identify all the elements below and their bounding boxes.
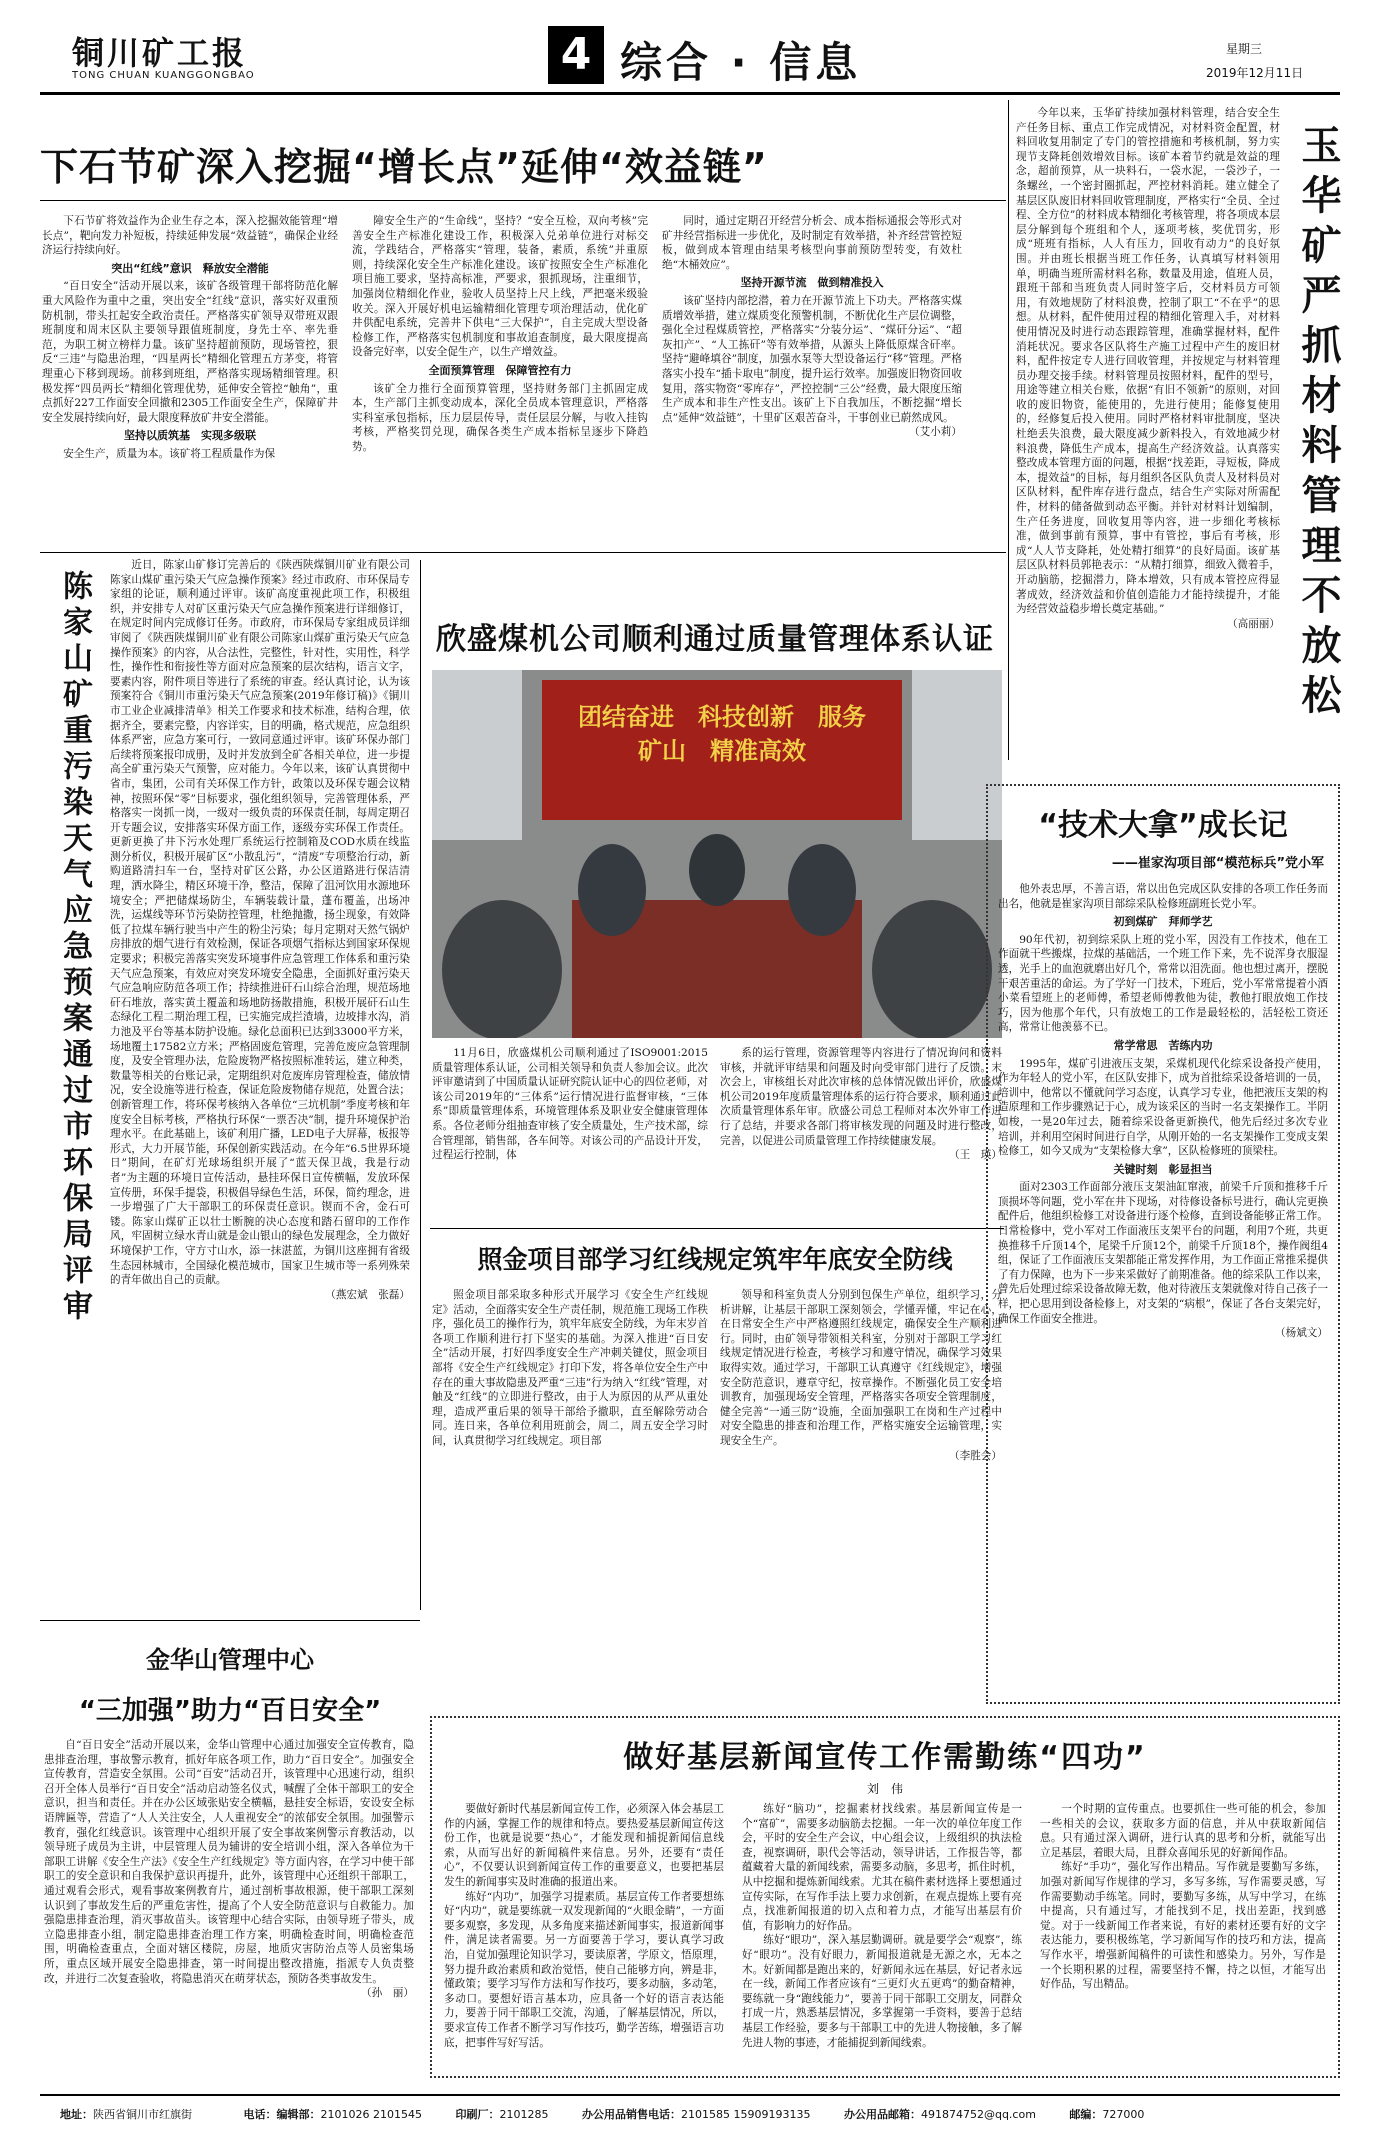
- headline-jinhuashan: 金华山管理中心: [146, 1646, 314, 1674]
- footer-zip-label: 邮编：: [1069, 2108, 1103, 2121]
- a1-body5: 该矿坚持内部挖潜，着力在开源节流上下功夫。严格落实煤质增效举措，建立煤质变化预警机制，不断优化生产层位调整，强化全过程煤质管控，严格落实“分装分运”、“煤矸分运”、“超灰扣产”、“人工拣矸”等有效举措，从源头上降低原煤含矸率。坚持“避峰填谷”制度，加强水泵等大型设备运行“移”管理。严格落实小投车“插卡取电”制度，提升运行效率。加强废旧物资回收复用，落实物资“零库存”，严控控制“三公”经费，最大限度压缩生产成本和非生产性支出。该矿上下自我加压，不断挖掘“增长点”延伸“效益链”，十里矿区艰苦奋斗，干事创业已蔚然成风。: [662, 294, 962, 424]
- issue-date: 2019年12月11日: [1206, 66, 1304, 80]
- headline-xiashijie: 下石节矿深入挖掘“增长点”延伸“效益链”: [40, 145, 768, 189]
- footer: [60, 2106, 1320, 2122]
- a5-author: （李胜会）: [949, 1449, 1002, 1462]
- a5-body2: 领导和科室负责人分别到包保生产单位，组织学习，分析讲解，让基层干部职工深刻领会，学懂弄懂，牢记在心，在日常安全生产中严格遵照红线规定，确保安全生产顺利进行。同时，由矿领导带领相关科室，分别对于部职工学习红线规定情况进行检查，考核学习和遵守情况，确保学习效果取得实效。通过学习，干部职工认真遵守《红线规定》，增强安全防范意识，遵章守纪，按章操作。不断强化员工安全培训教育，加强现场安全管理，严格落实各项安全管理制度，健全完善“一通三防”设施，全面加强职工在岗和生产过程中对安全隐患的排查和治理工作，严格实施安全运输管理，实现安全生产。: [720, 1289, 1002, 1447]
- a1-col3: [662, 214, 962, 440]
- footer-dist: 2101585 15909193135: [680, 2108, 811, 2121]
- a5-col1: [432, 1288, 708, 1449]
- footer-addr: 陕西省铜川市红旗街: [93, 2108, 192, 2121]
- a8-c2b: 练好“眼功”，深入基层勤调研。就是要学会“观察”，练好“眼功”。没有好眼力，新闻报道就是无源之水，无本之木。好新闻都是跑出来的，好新闻永远在基层，好记者永远在一线，新闻工作者应该有“三更灯火五更鸡”的勤奋精神，要练就一身“跑线能力”，要善于同干部职工交朋友，同群众打成一片，熟悉基层情况，多掌握第一手资料，要善于总结基层工作经验，要多与干部职工中的先进人物接触，多了解先进人物的事迹，才能捕捉到新闻线索。: [742, 1934, 1022, 2049]
- masthead: [0, 0, 1379, 92]
- headline-sanjiaqiang: “三加强”助力“百日安全”: [78, 1696, 382, 1726]
- headline-zhaojin: 照金项目部学习红线规定筑牢年底安全防线: [477, 1245, 953, 1274]
- a5-col2: [720, 1288, 1002, 1463]
- page-number: 4: [548, 26, 604, 84]
- a1-body1: “百日安全”活动开展以来，该矿各级管理干部将防范化解重大风险作为重中之重，突出安全“红线”意识，落实好双重预防机制，带头扛起安全政治责任。严格落实矿领导双带班双跟班制度和周末区队主要领导跟值班制度，身先士卒、率先垂范，为职工树立榜样力量。该矿坚持超前预防，现场管控，狠反“三违”与隐患治理，“四星两长”精细化管理五方茅变，将管理重心下移到现场。前移到班组，严格落实现场精细管理。积极发挥“四员两长”精细化管理优势，延伸安全管控“触角”，重点抓好227工作面安全回撤和2305工作面安全生产，保障矿井安全发展持续向好，最大限度释放矿井安全潜能。: [42, 280, 338, 424]
- a8-c3: 一个时期的宣传重点。也要抓住一些可能的机会，参加一些相关的会议，获取多方面的信息，并从中获取新闻信息。只有通过深入调研，进行认真的思考和分析，就能写出立足基层，着眼大局，且群众喜闻乐见的好新闻作品。: [1040, 1803, 1326, 1859]
- a5-body1: 照金项目部采取多种形式开展学习《安全生产红线规定》活动，全面落实安全生产责任制，规范施工现场工作秩序，强化员工的操作行为，筑牢年底安全防线，为年末岁首各项工作顺利进行打下坚实的基础。为深入推进“百日安全”活动开展，打好四季度安全生产冲刺关键仗，照金项目部将《安全生产红线规定》打印下发，将各单位安全生产中存在的重大事故隐患及严重“三违”行为纳入“红线”管理，对触及“红线”的立即进行整改，由于人为原因的从严从重处理，造成严重后果的领导干部给予撤职，直至解除劳动合同。连日来，各单位利用班前会，周二，周五安全学习时间，认真贯彻学习红线规定。项目部: [432, 1289, 708, 1447]
- paper-pinyin: TONG CHUAN KUANGGONGBAO: [72, 70, 255, 81]
- paper-name: 铜川矿工报: [72, 34, 248, 72]
- a7-body: 自“百日安全”活动开展以来，金华山管理中心通过加强安全宣传教育，隐患排查治理，事故警示教育，抓好年底各项工作，助力“百日安全”。加强安全宣传教育，营造安全氛围。公司“百安”活动召开，该管理中心迅速行动，组织召开全体人员举行“百日安全”活动启动签名仪式，喊醒了全体干部职工的安全意识，担当和责任。并在办公区域张贴安全横幅，悬挂安全标语，安设安全标语牌匾等，营造了“人人关注安全，人人重视安全”的浓郁安全氛围。加强警示教育，强化红线意识。该管理中心组织开展了安全事故案例警示育教活动，以领导班子成员为主讲，中层管理人员为辅讲的安全培训小组，深入各单位为干部职工讲解《安全生产法》《安全生产红线规定》等方面内容，在学习中使干部职工的安全意识和自我保护意识再提升，此外，该管理中心还组织干部职工，通过观看会形式，观看事故案例教育片，通过剖析事故根源，使干部职工深刻认识到了事故发生后的严重危害性，提高了个人安全防范意识与自救能力。加强隐患排查治理，消灭事故苗头。该管理中心结合实际，由领导班子带头，成立隐患排查小组，制定隐患排查治理工作方案，明确检查时间，明确检查范围，明确检查重点，全面对辖区楼院，房屋，地质灾害防治点等人员密集场所，重点区域开展安全隐患排查，第一时间提出整改措施，指派专人负责整改，并进行二次复查验收，将隐患消灭在萌芽状态，预防各类事故发生。: [44, 1739, 414, 1985]
- a1-sub3: 全面预算管理 保障管控有力: [428, 363, 572, 377]
- a1-sub4: 坚持开源节流 做到精准投入: [740, 276, 884, 290]
- headline-chenjiashan: 陈家山矿重污染天气应急预案通过市环保局评审: [57, 570, 92, 1326]
- a1-rule: [40, 200, 1006, 201]
- footer-addr-label: 地址：: [60, 2108, 93, 2121]
- a8-col1: [444, 1802, 724, 2070]
- a6-sub2: 常学常思 苦练内功: [1113, 1038, 1213, 1052]
- a4-col2: [720, 1046, 1002, 1163]
- a4-body2: 系的运行管理，资源管理等内容进行了情况询问和资料审核，并就评审结果和问题及时向受审部门进行了反馈。末次会上，审核组长对此次审核的总体情况做出评价，欣盛煤机公司2019年度质量管理体系的运行符合要求，顺利通过此次质量管理体系年审。欣盛公司总工程师对本次外审工作进行了总结，并要求各部门将审核发现的问题及时进行整改，完善，以促进公司质量管理工作持续健康发展。: [720, 1047, 1002, 1147]
- a8-col3: [1040, 1802, 1326, 2070]
- a6-p3: 面对2303工作面部分液压支架油缸窜液，前梁千斤顶和推移千斤顶损坏等问题，党小军在井下现场，对待修设备标号进行，确认完更换配件后，他组织检修工对设备进行逐个检修，直到设备能够正常工作。日常检修中，党小军对工作面液压支架平台的问题，利用7个班，共更换推移千斤顶14个，尾梁千斤顶12个，前梁千斤顶18个，操作阀组4组，保证了工作面液压支架都能正常发挥作用，为工作面正常推采提供了有力保障，也为下一步来采做好了前期准备。他的综采队工作以来，曾先后处理过综采设备故障无数，他对待液压支架就像对待自己孩子一样，把心思用到设备检修上，对支架的“病根”，保证了各台支架完好，确保工作面安全推进。: [998, 1181, 1328, 1325]
- a2-body: 今年以来，玉华矿持续加强材料管理，结合安全生产任务目标、重点工作完成情况，对材料资金配置，材料回收复用制定了专门的管控措施和考核机制，努力实现节支降耗创效增效目标。该矿本着节约就是效益的理念，超前预算，从一块料石，一袋水泥，一袋沙子，一条螺丝，一个密封圈抓起，严控材料消耗。建立健全了基层区队废旧材料回收管理制度，严格实行“全员、全过程、全方位”的材料成本精细化考核管理，将各项成本层层分解到每个班组和个人，逐项考核，奖优罚劣，形成“班班有指标，人人有压力，回收有动力”的良好氛围。并由班长根据当班工作任务，认真填写材料领用单，明确当班所需材料名称，数量及用途，值班人员，跟班干部和当班负责人同时签字后，交材料员方可领用，有效地规防了材料浪费，控制了职工“不在乎”的思想。从材料，配件使用过程的精细化管理入手，对材料使用情况及时进行动态跟踪管理，准确掌握材料，配件消耗状况。要求各区队将生产施工过程中产生的废旧材料，配件按定专人进行回收管理，并按规定与材料管理员办理交接手续。材料管理员按照材料，配件的型号，用途等建立相关台账，依据“有旧不领新”的原则，对回收的废旧物资，能使用的，先进行使用；能修复使用的，经修复后投入使用。同时严格材料审批制度，坚决杜绝丢失浪费，最大限度减少新料投入，有效地减少材料浪费，降低生产成本，提高生产经济效益。认真落实整改成本管理方面的问题，根据“找差距，寻短板，降成本，提效益”的目标，每月组织各区队负责人及材料员对区队材料，配件库存进行盘点，结合生产实际对所需配件，材料的储备做到动态平衡。并针对材料计划编制，生产任务进度，回收复用等内容，进一步细化考核标准，做到事前有预算，事中有管控，事后有考核，形成“人人节支降耗，处处精打细算”的良好局面。该矿基层区队材料员郭艳表示：“从精打细算，细致入微着手，开动脑筋，挖掘潜力，降本增效，只有成本管控应得显著成效，经济效益和价值创造能力才能持续提升，才能为经营效益稳步增长奠定基础。”: [1016, 107, 1280, 616]
- headline-yuhua: 玉华矿严抓材料管理不放松: [1295, 124, 1341, 724]
- a8-byline: 刘 伟: [866, 1782, 903, 1796]
- a2-left-rule: [1008, 100, 1009, 760]
- footer-rule: [40, 2094, 1340, 2096]
- a1-sub2: 坚持以质筑基 实现多级联: [124, 429, 256, 443]
- headline-sigong: 做好基层新闻宣传工作需勤练“四功”: [623, 1740, 1147, 1775]
- a4-body1: 11月6日，欣盛煤机公司顺利通过了ISO9001:2015质量管理体系认证，公司相关领导和负责人参加会议。此次评审邀请到了中国质量认证研究院认证中心的四位老师，对该公司2019年的“三体系”运行情况进行监督审核，“三体系”即质量管理体系，环境管理体系及职业安全健康管理体系。各位老师分组抽查审核了安全质量处，生产技术部，综合管理部，销售部，各车间等。对该公司的产品设计开发，过程运行控制，体: [432, 1047, 708, 1162]
- a4-author: （王 瑛）: [949, 1149, 1002, 1162]
- a1-col1: [42, 214, 338, 462]
- footer-office: 491874752@qq.com: [920, 2108, 1036, 2121]
- footer-tel1: 2101026 2101545: [320, 2108, 422, 2121]
- a3-author: （燕宏斌 张磊）: [325, 1288, 410, 1301]
- a1-tail1: 安全生产，质量为本。该矿将工程质量作为保: [63, 447, 276, 460]
- footer-tel1-label: 编辑部：: [276, 2108, 321, 2121]
- a6-box: [986, 784, 1340, 1704]
- a8-c1: 要做好新时代基层新闻宣传工作，必须深入体会基层工作的内涵，掌握工作的规律和特点。要热爱基层新闻宣传这份工作，也就是说要“热心”，才能发现和捕捉新闻信息线索，从而写出好的新闻稿件来信息。另外，还要有“责任心”，不仅要认识到新闻宣传工作的重要意义，也要把基层发生的新闻事实及时准确的报道出来。: [444, 1803, 724, 1888]
- a6-p1: 90年代初，初到综采队上班的党小军，因没有工作技术，他在工作面就干些搬煤，拉煤的基础活，一个班工作下来，先不说浑身衣服湿透，光手上的血泡就磨出好几个，常常以泪洗面。他也想过离开，摆脱干艰苦重活的命运。为了学好一门技术，下班后，党小军常常提着小酒小菜看望班上的老师傅，希望老师傅教他为徒，教他打眼放炮工作技巧，因为他那个年代，只有放炮工的工作是最轻松的，活轻松工资还高，常常让他羡慕不已。: [998, 933, 1328, 1034]
- headline-xinsheng: 欣盛煤机公司顺利通过质量管理体系认证: [436, 622, 994, 657]
- a1-body4: 同时，通过定期召开经营分析会、成本指标通报会等形式对矿井经营指标进一步优化，及时制定有效举措，补齐经营管控短板，做到成本管理由结果考核型向事前预防型转变，有效杜绝“木桶效应”。: [662, 215, 962, 271]
- a1-body3: 该矿全力推行全面预算管理，坚持财务部门主抓固定成本，生产部门主抓变动成本，深化全员成本管理意识，严格落实科室承包指标，压力层层传导，责任层层分解，与收入挂钩考核，严格奖罚兑现，确保各类生产成本指标呈逐步下降趋势。: [352, 382, 648, 453]
- a6-text: [998, 882, 1328, 1341]
- a3-right-rule: [420, 560, 421, 1610]
- a7-body-box: [44, 1738, 414, 2076]
- a4-col1: [432, 1046, 708, 1163]
- a1-col2: [352, 214, 648, 455]
- a6-p2: 1995年，煤矿引进液压支架，采煤机现代化综采设备投产使用，作为年轻人的党小军，在区队安排下，成为首批综采设备培训的一员，培训中，他常以不懂就问学习态度，认真学习专业，他把液压支架的构造原理和工作步骤熟记于心，成为该采区的当时一名支架操作工。半阴如梭，一晃20年过去，随着综采设备更新换代，他先后经过多次专业培训，并利用空闲时间进行自学，从刚开始的一名支架操作工变成支架检修工，如今又成为“支架检修大拿”，区队检修班的顶梁柱。: [998, 1057, 1328, 1158]
- footer-dist-label: 办公用品销售电话：: [581, 2108, 681, 2121]
- a8-c2: 练好“脑功”，挖掘素材找线索。基层新闻宣传是一个“富矿”，需要多动脑筋去挖掘。一年一次的单位年度工作会，平时的安全生产会议，中心组会议，上级组织的执法检查，视察调研，职代会等活动，领导讲话，工作报告等，都蕴藏着大量的新闻线索，需要多动脑，多思考，抓住时机，从中挖掘和提炼新闻线索。尤其在稿件素材选择上要想通过宣传实际，在写作手法上要力求创新，在观点提炼上要有亮点，找准新闻报道的切入点和着力点，才能写出基层有价值，有影响力的好作品。: [742, 1803, 1022, 1932]
- a8-col2: [742, 1802, 1022, 2070]
- a6-sub3: 关键时刻 彰显担当: [1113, 1162, 1213, 1176]
- headline-jishudana: “技术大拿”成长记: [1038, 808, 1288, 843]
- footer-print-label: 印刷厂：: [455, 2108, 500, 2121]
- a1-intro: 下石节矿将效益作为企业生存之本，深入挖掘效能管理“增长点”，靶向发力补短板，持续延伸发展“效益链”，确保企业经济运行持续向好。: [42, 215, 338, 257]
- meeting-photo: [432, 670, 1002, 1038]
- footer-zip: 727000: [1102, 2108, 1145, 2121]
- a3-body-box: [110, 558, 410, 1612]
- a3-body: 近日，陈家山矿修订完善后的《陕西陕煤铜川矿业有限公司陈家山煤矿重污染天气应急操作预案》经过市政府、市环保局专家组的论证，顺利通过评审。该矿高度重视此项工作，积极组织，并安排专人对矿区重污染天气应急操作预案进行详细修订，在规定时间内完成修订任务。市政府，市环保局专家组成员详细审阅了《陕西陕煤铜川矿业有限公司陈家山煤矿重污染天气应急操作预案》的内容，从合法性，完整性，针对性，实用性，科学性，操作性和衔接性等方面对应急预案的层次结构，语言文字，要素内容，附件项目等进行了系统的审查。经认真讨论，认为该预案符合《铜川市重污染天气应急预案(2019年修订稿)》《铜川市工业企业减排清单》相关工作要求和技术标准，结构合理，依据齐全，要素完整，内容详实，目的明确，格式规范，应急组织体系严密，应急方案可行，一致同意通过评审。该矿环保办部门后续将预案报印成册，及时并发放到全矿各相关单位，进一步提高全矿重污染天气预警，应对能力。今年以来，该矿认真贯彻中省市，集团，公司有关环保工作方针，政策以及环保专题会议精神，按照环保“零”目标要求，强化组织领导，完善管理体系，严格落实一岗抓一岗，一级对一级负责的环保责任制，每周定期召开专题会议，安排落实环保方面工作，逐级夯实环保工作责任。更新更换了井下污水处理厂系统运行控制箱及COD水质在线监测分析仪，积极开展矿区“小散乱污”，“清废”专项整治行动，新购道路清扫车一台，坚持对矿区公路，办公区道路进行保洁清理，洒水降尘，精区环境干净，整洁，保障了沮河饮用水源地环境安全；严把储煤场防尘，车辆装载计量，蓬布覆盖，出场冲洗，运煤线等环节污染防控管理，杜绝抛撒，扬尘现象，有效降低了拉煤车辆行驶当中产生的粉尘污染；每月定期对天然气锅炉房排放的烟气进行有效检测，保证各项烟气指标达到国家环保规定要求；积极完善落实突发环境事件应急管理工作体系和重污染天气应急预案，有效应对突发环境安全隐患，全面抓好重污染天气应急响应防范各项工作；持续推进矸石山综合治理，规范场地矸石堆放，落实黄土覆盖和场地防扬散措施，积极开展矸石山生态绿化工程二期治理工程，已实施完成拦渣墙，边坡排水沟，消力池及平台等基本防护设施。绿化总面积已达到33000平方米，场地覆土17582立方米；严格固废危管理，完善危废应急管理制度，及安全管理办法，危险废物严格按照标准转运，建立种类，数量等相关的台账记录，定期组织对危废库房管理检查，储放情况，安全设施等进行检查，保证危险废物储存规范，处置合法；创新管理工作，将环保考核纳入各单位“三坑机制”季度考核和年度安全目标考核，严格执行环保“一票否决”制，提升环境保护治理水平。在此基础上，该矿利用广播，LED电子大屏幕，板报等形式，大力开展节能，环保创新实践活动。在今年“6.5世界环境日”期间，在矿灯光球场组织开展了“蓝天保卫战，我是行动者”为主题的环境日宣传活动，悬挂环保日宣传横幅，发放环保宣传册，环保手提袋，积极倡导绿色生活，环保，简约理念，进一步增强了广大干部职工的环保责任意识。锲而不舍，金石可镂。陈家山煤矿正以壮士断腕的决心态度和踏石留印的工作作风，牢固树立绿水青山就是金山银山的绿色发展理念，全力做好环境保护工作，守方寸山水，添一抹湛蓝，为铜川这座拥有省级生态园林城市，全国绿化模范城市，国家卫生城市等一系列殊荣的青年做出自己的贡献。: [110, 559, 410, 1287]
- photo-banner: 团结奋进 科技创新 服务矿山 精准高效: [578, 703, 866, 765]
- a2-body-box: [1016, 106, 1280, 746]
- a6-sub1: 初到煤矿 拜师学艺: [1113, 915, 1213, 929]
- a6-intro: 他外表忠厚，不善言语，常以出色完成区队安排的各项工作任务而出名，他就是崔家沟项目部综采队检修班副班长党小军。: [998, 883, 1328, 910]
- a8-c3b: 练好“手功”，强化写作出精品。写作就是要勤写多练，加强对新闻写作规律的学习，多写多练，写作需要灵感，写作需要勤动手练笔。同时，要勤写多练，从写中学习，在练中提高，只有通过写，才能找到不足，找出差距，找到感觉。对于一线新闻工作者来说，有好的素材还要有好的文字表达能力，要积极练笔，学习新闻写作的技巧和方法，提高写作水平，增强新闻稿件的可读性和感染力。另外，写作是一个长期积累的过程，需要坚持不懈，持之以恒，才能写出好作品，写出精品。: [1040, 1861, 1326, 1991]
- a7-author: （孙 丽）: [361, 1987, 414, 2000]
- masthead-rule: [40, 92, 1340, 95]
- a1-sub1: 突出“红线”意识 释放安全潜能: [111, 261, 269, 275]
- footer-office-label: 办公用品邮箱：: [843, 2108, 921, 2121]
- mid-rule: [40, 552, 1006, 553]
- a1-author: （艾小莉）: [909, 426, 962, 439]
- a2-author: （高丽丽）: [1227, 617, 1280, 630]
- a8-box: [430, 1716, 1340, 2078]
- a7-top-rule: [40, 1620, 420, 1621]
- a8-c1b: 练好“内功”，加强学习提素质。基层宣传工作者要想练好“内功”，就是要练就一双发现新闻的“火眼金睛”，一方面要多观察，多发现，从多角度来描述新闻事实，报道新闻事件，满足读者需要。另一方面要善于学习，要认真学习政治，自觉加强理论知识学习，要读原著，学原文，悟原理，努力提升政治素质和政治觉悟，使自己能够方向，辨是非，懂政策；要学习写作方法和写作技巧，要多动脑，多动笔，多动口。要想好语言基本功，应具备一个好的语言表达能力，要善于同干部职工交流，沟通，了解基层情况，所以，要求宣传工作者不断学习写作技巧，勤学苦练，增强语言功底，把事件写好写活。: [444, 1890, 724, 2049]
- footer-print: 2101285: [499, 2108, 549, 2121]
- a6-subtitle: ——崔家沟项目部“模范标兵”党小军: [1111, 856, 1324, 871]
- a6-author: （杨斌文）: [1275, 1327, 1328, 1340]
- a1-body2: 障安全生产的“生命线”，坚持？“安全互检，双向考核”完善安全生产标准化建设工作，积极深入兑弟单位进行对标交流，学践结合，严格落实“管理，装备，素质，系统”并重原则，持续深化安全生产标准化建设。该矿按照安全生产标准化项目施工要求，坚持高标准，严要求，狠抓现场，注重细节，加强岗位精细化作业，验收人员坚持上尺上线，严把毫米级验收关。深入开展好机电运输精细化管理专项治理活动，优化矿井供配电系统，完善井下供电“三大保护”，自主完成大型设备检修工作，严格落实包机制度和事故追查制度，最大限度提高设备完好率，以安全促生产，以生产增效益。: [352, 215, 648, 359]
- footer-tel-label: 电话：: [243, 2108, 277, 2121]
- weekday: 星期三: [1226, 42, 1263, 56]
- a5-top-rule: [430, 1228, 1004, 1229]
- section-title: 综合 · 信息: [620, 38, 862, 87]
